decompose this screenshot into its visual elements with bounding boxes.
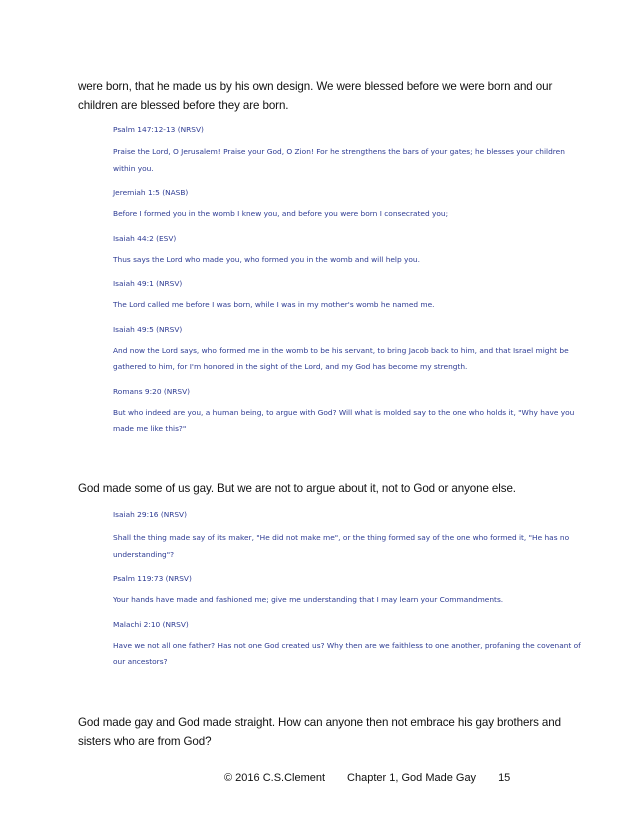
verse-ref: Isaiah 29:16 (NRSV) <box>113 510 188 519</box>
verse-ref: Romans 9:20 (NRSV) <box>113 386 191 396</box>
verse-ref: Jeremiah 1:5 (NASB) <box>113 188 189 197</box>
paragraph-argue: God made some of us gay. But we are not to argue about it, not to God or anyone else. <box>78 482 516 495</box>
page-footer <box>224 772 510 784</box>
verse-ref: Isaiah 49:1 (NRSV) <box>113 279 183 288</box>
verse-ref: Psalm 119:73 (NRSV) <box>113 574 192 583</box>
verse-text: Before I formed you in the womb I knew you, and before you were born I consecrated you; <box>113 209 449 218</box>
paragraph-intro: were born, that he made us by his own design. We were blessed before we were born and our children are blessed before they are born. <box>78 80 553 112</box>
scripture-quotes-2 <box>113 509 583 671</box>
verse-text: But who indeed are you, a human being, to argue with God? Will what is molded say to the one who holds it, "Why have you made me like this?" <box>113 407 575 433</box>
verse-text: Shall the thing made say of its maker, "He did not make me", or the thing formed say of the one who formed it, "He has no understanding"? <box>113 533 570 559</box>
verse-ref: Isaiah 49:5 (NRSV) <box>113 324 183 334</box>
verse-ref: Malachi 2:10 (NRSV) <box>113 619 189 629</box>
verse-text: The Lord called me before I was born, while I was in my mother's womb he named me. <box>113 300 435 309</box>
verse-text: And now the Lord says, who formed me in the womb to be his servant, to bring Jacob back to him, and that Israel might be gathered to him, for I'm honored in the sight of the Lord, and my God has become my strength. <box>113 345 569 371</box>
verse-text: Thus says the Lord who made you, who formed you in the womb and will help you. <box>113 254 420 264</box>
verse-ref: Psalm 147:12-13 (NRSV) <box>113 125 204 134</box>
paragraph-embrace: God made gay and God made straight. How can anyone then not embrace his gay brothers and sisters who are from God? <box>78 716 561 748</box>
verse-text: Praise the Lord, O Jerusalem! Praise your God, O Zion! For he strengthens the bars of your gates; he blesses your children within you. <box>113 147 565 173</box>
scripture-quotes-1 <box>113 124 583 438</box>
verse-text: Your hands have made and fashioned me; give me understanding that I may learn your Commandments. <box>113 595 504 604</box>
verse-ref: Isaiah 44:2 (ESV) <box>113 233 177 243</box>
page-number: 15 <box>498 772 511 784</box>
verse-text: Have we not all one father? Has not one God created us? Why then are we faithless to one another, profaning the covenant of our ancestors? <box>113 640 581 666</box>
footer-chapter: Chapter 1, God Made Gay <box>347 772 477 784</box>
footer-copyright: © 2016 C.S.Clement <box>224 772 326 784</box>
